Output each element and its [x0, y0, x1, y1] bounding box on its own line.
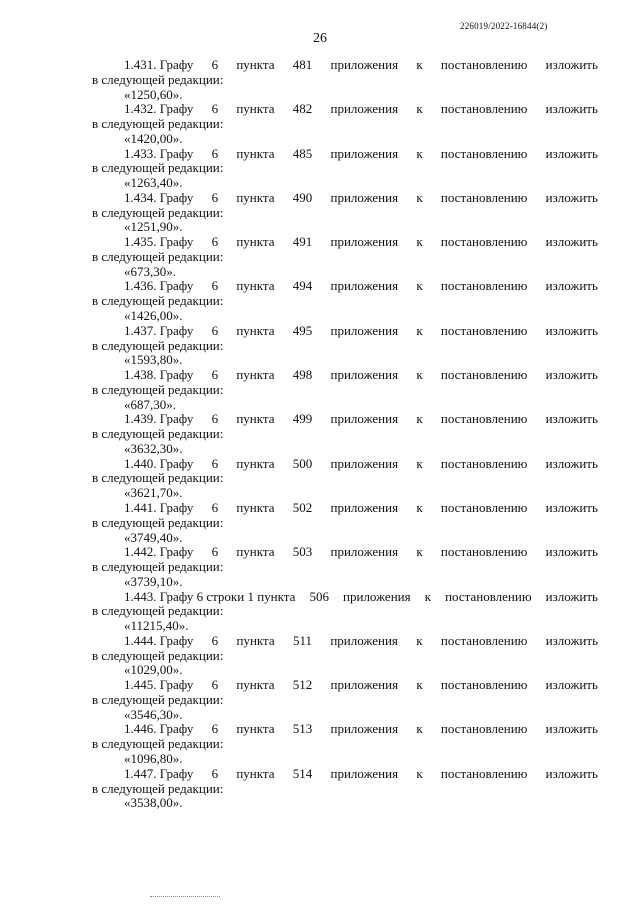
word-prilozheniya: приложения: [330, 499, 399, 515]
word-prilozheniya: приложения: [330, 677, 399, 693]
word-grafu: Графу: [159, 57, 194, 72]
new-value: «1420,00».: [124, 130, 183, 146]
word-k: к: [416, 411, 423, 427]
word-k: к: [416, 57, 423, 72]
word-punkta: пункта: [236, 278, 275, 294]
new-value: «1029,00».: [124, 662, 183, 678]
word-punkta: пункта: [236, 455, 275, 471]
amendment-first-line: [124, 235, 598, 250]
word-k: к: [424, 588, 431, 604]
column-number: 6: [211, 322, 219, 338]
amendment-item: [92, 324, 598, 368]
word-grafu: Графу: [159, 632, 194, 648]
word-grafu: Графу: [159, 455, 194, 471]
amendment-item: [92, 279, 598, 323]
word-k: к: [416, 721, 423, 737]
word-postanovleniyu: постановлению: [440, 57, 528, 72]
item-number: 1.432.: [124, 101, 157, 117]
new-value: «1250,60».: [124, 86, 183, 102]
word-izlozhit: изложить: [545, 101, 598, 117]
column-number: 6: [211, 367, 219, 383]
amendment-item: [92, 457, 598, 501]
amendment-head: [124, 235, 193, 250]
new-value: «1251,90».: [124, 219, 183, 235]
word-grafu: Графу: [159, 101, 194, 117]
new-value: «3538,00».: [124, 795, 183, 811]
word-prilozheniya: приложения: [330, 367, 399, 383]
redaction-line: в следующей редакции:: [92, 514, 224, 530]
word-prilozheniya: приложения: [330, 101, 399, 117]
word-postanovleniyu: постановлению: [440, 234, 528, 250]
new-value: «3621,70».: [124, 485, 183, 501]
word-izlozhit: изложить: [545, 544, 598, 560]
word-prilozheniya: приложения: [330, 322, 399, 338]
word-grafu: Графу: [159, 189, 194, 205]
amendment-head: [124, 412, 193, 427]
word-postanovleniyu: постановлению: [440, 411, 528, 427]
word-prilozheniya: приложения: [330, 411, 399, 427]
word-grafu: Графу: [159, 234, 194, 250]
amendment-head: [124, 457, 193, 472]
row-number: 512: [292, 677, 313, 693]
word-postanovleniyu: постановлению: [440, 455, 528, 471]
item-number: 1.436.: [124, 278, 157, 294]
redaction-line: в следующей редакции:: [92, 71, 224, 87]
word-punkta: пункта: [236, 677, 275, 693]
word-grafu: Графу: [159, 721, 194, 737]
row-number: 482: [292, 101, 313, 117]
word-postanovleniyu: постановлению: [440, 367, 528, 383]
amendment-first-line: [124, 767, 598, 782]
redaction-line: в следующей редакции:: [92, 603, 224, 619]
word-k: к: [416, 544, 423, 560]
amendment-item: [92, 368, 598, 412]
word-izlozhit: изложить: [545, 499, 598, 515]
item-number: 1.447.: [124, 765, 157, 781]
word-izlozhit: изложить: [545, 278, 598, 294]
new-value: «1096,80».: [124, 751, 183, 767]
amendment-head: [124, 590, 295, 605]
amendment-item: [92, 501, 598, 545]
amendment-list: [92, 58, 598, 811]
row-number: 506: [309, 588, 329, 604]
footer-mark: [150, 896, 220, 901]
word-punkta: пункта: [236, 57, 275, 72]
redaction-line: в следующей редакции:: [92, 691, 224, 707]
row-number: 481: [292, 57, 313, 72]
amendment-first-line: [124, 368, 598, 383]
amendment-first-line: [124, 590, 598, 605]
word-punkta: пункта: [236, 721, 275, 737]
item-number: 1.431.: [124, 57, 157, 72]
word-izlozhit: изложить: [545, 455, 598, 471]
word-k: к: [416, 677, 423, 693]
item-number: 1.442.: [124, 544, 157, 560]
amendment-item: [92, 58, 598, 102]
word-punkta: пункта: [236, 322, 275, 338]
new-value: «3739,10».: [124, 573, 183, 589]
redaction-line: в следующей редакции:: [92, 647, 224, 663]
word-k: к: [416, 234, 423, 250]
word-postanovleniyu: постановлению: [440, 278, 528, 294]
page-number: 26: [313, 31, 327, 46]
word-izlozhit: изложить: [545, 632, 598, 648]
word-punkta: пункта: [236, 101, 275, 117]
new-value: «11215,40».: [124, 618, 189, 634]
amendment-head: [124, 324, 193, 339]
word-prilozheniya: приложения: [330, 721, 399, 737]
item-number: 1.439.: [124, 411, 157, 427]
word-k: к: [416, 632, 423, 648]
word-prilozheniya: приложения: [330, 145, 399, 161]
row-number: 499: [292, 411, 313, 427]
word-postanovleniyu: постановлению: [440, 721, 528, 737]
word-prilozheniya: приложения: [330, 189, 399, 205]
amendment-head: [124, 545, 193, 560]
word-punkta: пункта: [236, 632, 275, 648]
redaction-line: в следующей редакции:: [92, 426, 224, 442]
column-number: 6: [211, 234, 219, 250]
amendment-item: [92, 412, 598, 456]
word-postanovleniyu: постановлению: [440, 189, 528, 205]
amendment-first-line: [124, 147, 598, 162]
row-number: 514: [292, 765, 313, 781]
word-grafu: Графу: [159, 145, 194, 161]
amendment-head: [124, 191, 193, 206]
word-postanovleniyu: постановлению: [440, 101, 528, 117]
word-postanovleniyu: постановлению: [445, 588, 532, 604]
word-k: к: [416, 367, 423, 383]
word-punkta: пункта: [236, 544, 275, 560]
amendment-first-line: [124, 58, 598, 73]
word-izlozhit: изложить: [545, 189, 598, 205]
item-number: 1.434.: [124, 189, 157, 205]
amendment-head: [124, 501, 193, 516]
amendment-first-line: [124, 545, 598, 560]
column-number: 6: [211, 721, 219, 737]
word-punkta: пункта: [236, 189, 275, 205]
item-number: 1.440.: [124, 455, 157, 471]
column-number: 6: [211, 765, 219, 781]
word-grafu: Графу: [159, 499, 194, 515]
new-value: «3632,30».: [124, 440, 183, 456]
row-number: 485: [292, 145, 313, 161]
amendment-head: [124, 678, 193, 693]
document-code: 226019/2022-16844(2): [460, 21, 548, 31]
word-izlozhit: изложить: [545, 721, 598, 737]
amendment-item: [92, 235, 598, 279]
amendment-head: [124, 279, 193, 294]
row-number: 495: [292, 322, 313, 338]
word-grafu: Графу: [159, 544, 194, 560]
column-number: 6: [211, 57, 219, 72]
word-postanovleniyu: постановлению: [440, 632, 528, 648]
word-k: к: [416, 455, 423, 471]
word-izlozhit: изложить: [545, 57, 598, 72]
item-number: 1.441.: [124, 499, 157, 515]
word-k: к: [416, 499, 423, 515]
amendment-head: [124, 368, 193, 383]
row-number: 502: [292, 499, 313, 515]
word-izlozhit: изложить: [545, 322, 598, 338]
redaction-line: в следующей редакции:: [92, 470, 224, 486]
word-punkta: пункта: [236, 367, 275, 383]
amendment-first-line: [124, 191, 598, 206]
row-number: 490: [292, 189, 313, 205]
word-prilozheniya: приложения: [330, 234, 399, 250]
word-k: к: [416, 278, 423, 294]
row-number: 513: [292, 721, 313, 737]
word-postanovleniyu: постановлению: [440, 145, 528, 161]
amendment-head: [124, 58, 193, 73]
word-punkta: пункта: [236, 234, 275, 250]
amendment-item: [92, 590, 598, 634]
new-value: «1593,80».: [124, 352, 183, 368]
word-punkta: пункта: [236, 145, 275, 161]
redaction-line: в следующей редакции:: [92, 559, 224, 575]
amendment-item: [92, 147, 598, 191]
redaction-line: в следующей редакции:: [92, 381, 224, 397]
amendment-item: [92, 722, 598, 766]
amendment-first-line: [124, 412, 598, 427]
amendment-head: [124, 634, 193, 649]
word-izlozhit: изложить: [545, 411, 598, 427]
word-punkta: пункта: [236, 411, 275, 427]
word-punkta: пункта: [236, 499, 275, 515]
amendment-first-line: [124, 324, 598, 339]
column-number: 6: [211, 632, 219, 648]
amendment-head: [124, 102, 193, 117]
word-izlozhit: изложить: [545, 234, 598, 250]
item-number: 1.444.: [124, 632, 157, 648]
amendment-first-line: [124, 634, 598, 649]
column-number: 6: [211, 189, 219, 205]
word-grafu: Графу: [159, 278, 194, 294]
word-grafu: Графу: [159, 322, 194, 338]
amendment-first-line: [124, 102, 598, 117]
amendment-item: [92, 191, 598, 235]
word-k: к: [416, 101, 423, 117]
item-number: 1.446.: [124, 721, 157, 737]
row-number: 503: [292, 544, 313, 560]
word-izlozhit: изложить: [545, 588, 598, 604]
word-izlozhit: изложить: [545, 677, 598, 693]
redaction-line: в следующей редакции:: [92, 116, 224, 132]
redaction-line: в следующей редакции:: [92, 293, 224, 309]
item-number: 1.433.: [124, 145, 157, 161]
redaction-line: в следующей редакции:: [92, 160, 224, 176]
column-number: 6: [211, 101, 219, 117]
word-postanovleniyu: постановлению: [440, 544, 528, 560]
row-number: 498: [292, 367, 313, 383]
column-number: 6: [211, 145, 219, 161]
word-grafu: Графу: [159, 677, 194, 693]
word-izlozhit: изложить: [545, 765, 598, 781]
redaction-line: в следующей редакции:: [92, 736, 224, 752]
word-izlozhit: изложить: [545, 145, 598, 161]
amendment-first-line: [124, 722, 598, 737]
amendment-head: [124, 147, 193, 162]
column-number: 6: [211, 677, 219, 693]
word-prilozheniya: приложения: [330, 544, 399, 560]
amendment-first-line: [124, 279, 598, 294]
word-izlozhit: изложить: [545, 367, 598, 383]
new-value: «1263,40».: [124, 175, 183, 191]
word-postanovleniyu: постановлению: [440, 322, 528, 338]
item-number: 1.438.: [124, 367, 157, 383]
row-number: 511: [292, 632, 313, 648]
amendment-item: [92, 545, 598, 589]
word-postanovleniyu: постановлению: [440, 499, 528, 515]
row-number: 494: [292, 278, 313, 294]
word-prilozheniya: приложения: [330, 455, 399, 471]
redaction-line: в следующей редакции:: [92, 337, 224, 353]
amendment-head: [124, 722, 193, 737]
column-number: 6: [211, 455, 219, 471]
word-prilozheniya: приложения: [343, 588, 411, 604]
word-k: к: [416, 322, 423, 338]
amendment-item: [92, 634, 598, 678]
column-number: 6: [211, 278, 219, 294]
amendment-first-line: [124, 678, 598, 693]
column-number: 6: [211, 544, 219, 560]
word-postanovleniyu: постановлению: [440, 677, 528, 693]
new-value: «673,30».: [124, 263, 176, 279]
new-value: «3546,30».: [124, 706, 183, 722]
item-number: 1.435.: [124, 234, 157, 250]
amendment-first-line: [124, 457, 598, 472]
redaction-line: в следующей редакции:: [92, 780, 224, 796]
amendment-head: [124, 767, 193, 782]
column-number: 6: [211, 499, 219, 515]
word-k: к: [416, 145, 423, 161]
word-grafu: Графу: [159, 367, 194, 383]
item-prefix: Графу 6 строки 1 пункта: [159, 588, 296, 604]
item-number: 1.437.: [124, 322, 157, 338]
amendment-item: [92, 102, 598, 146]
item-number: 1.443.: [124, 588, 157, 604]
word-prilozheniya: приложения: [330, 57, 399, 72]
amendment-item: [92, 767, 598, 811]
new-value: «3749,40».: [124, 529, 183, 545]
word-k: к: [416, 189, 423, 205]
word-prilozheniya: приложения: [330, 278, 399, 294]
word-punkta: пункта: [236, 765, 275, 781]
row-number: 500: [292, 455, 313, 471]
new-value: «1426,00».: [124, 308, 183, 324]
word-prilozheniya: приложения: [330, 765, 399, 781]
amendment-item: [92, 678, 598, 722]
item-number: 1.445.: [124, 677, 157, 693]
new-value: «687,30».: [124, 396, 176, 412]
column-number: 6: [211, 411, 219, 427]
redaction-line: в следующей редакции:: [92, 204, 224, 220]
word-grafu: Графу: [159, 411, 194, 427]
redaction-line: в следующей редакции:: [92, 248, 224, 264]
word-k: к: [416, 765, 423, 781]
word-prilozheniya: приложения: [330, 632, 398, 648]
word-postanovleniyu: постановлению: [440, 765, 528, 781]
row-number: 491: [292, 234, 313, 250]
amendment-first-line: [124, 501, 598, 516]
word-grafu: Графу: [159, 765, 194, 781]
